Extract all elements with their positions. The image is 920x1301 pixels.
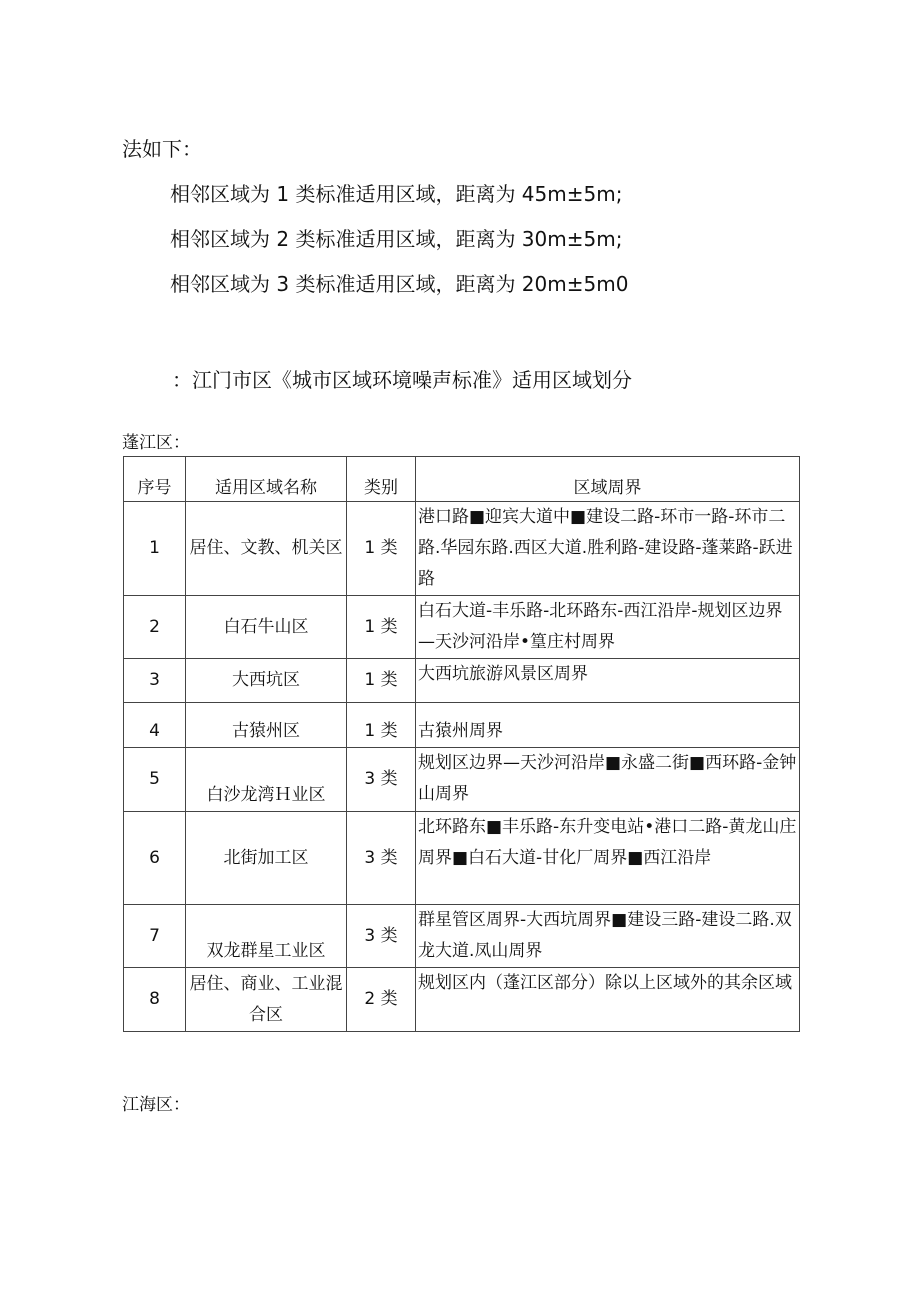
table-row [124,502,800,596]
cell-boundary: 规划区边界—天沙河沿岸■永盛二街■西环路-金钟山周界 [416,748,800,812]
cell-num: 4 [124,703,186,748]
cell-num: 6 [124,812,186,905]
cell-name: 北街加工区 [186,812,347,905]
cell-category: 3 类 [347,812,416,905]
table-title: ：江门市区《城市区域环境噪声标准》适用区域划分 [172,368,632,392]
table-header-row [124,457,800,502]
cell-name: 居住、商业、工业混合区 [186,968,347,1032]
rule-line-1: 相邻区域为 1 类标准适用区域，距离为 45m±5m; [170,182,623,206]
rule-line-3: 相邻区域为 3 类标准适用区域，距离为 20m±5m0 [170,272,629,296]
header-category: 类别 [347,457,416,502]
cell-name: 双龙群星工业区 [186,905,347,968]
cell-name: 白石牛山区 [186,596,347,659]
cell-boundary: 古猿州周界 [416,703,800,748]
cell-boundary: 白石大道-丰乐路-北环路东-西江沿岸-规划区边界—天沙河沿岸•篁庄村周界 [416,596,800,659]
cell-num: 7 [124,905,186,968]
table-row [124,905,800,968]
header-num: 序号 [124,457,186,502]
cell-num: 3 [124,659,186,703]
table-row [124,812,800,905]
cell-category: 1 类 [347,703,416,748]
header-name: 适用区域名称 [186,457,347,502]
cell-category: 1 类 [347,596,416,659]
cell-category: 1 类 [347,502,416,596]
cell-num: 8 [124,968,186,1032]
cell-boundary: 北环路东■丰乐路-东升变电站•港口二路-黄龙山庄周界■白石大道-甘化厂周界■西江沿岸 [416,812,800,905]
cell-category: 3 类 [347,748,416,812]
cell-boundary: 规划区内（蓬江区部分）除以上区域外的其余区域 [416,968,800,1032]
table-row [124,703,800,748]
rule-line-2: 相邻区域为 2 类标准适用区域，距离为 30m±5m; [170,227,623,251]
header-boundary: 区域周界 [416,457,800,502]
cell-name: 白沙龙湾Ｈ业区 [186,748,347,812]
cell-num: 5 [124,748,186,812]
cell-boundary: 大西坑旅游风景区周界 [416,659,800,703]
table-row [124,659,800,703]
intro-text: 法如下： [122,137,202,161]
table-row [124,596,800,659]
table-row [124,968,800,1032]
cell-name: 大西坑区 [186,659,347,703]
cell-name: 古猿州区 [186,703,347,748]
cell-category: 3 类 [347,905,416,968]
cell-boundary: 群星管区周界-大西坑周界■建设三路-建设二路.双龙大道.凤山周界 [416,905,800,968]
cell-category: 2 类 [347,968,416,1032]
cell-name: 居住、文教、机关区 [186,502,347,596]
cell-category: 1 类 [347,659,416,703]
table-row [124,748,800,812]
cell-boundary: 港口路■迎宾大道中■建设二路-环市一路-环市二路.华园东路.西区大道.胜利路-建设路-蓬莱路-跃进路 [416,502,800,596]
cell-num: 1 [124,502,186,596]
region-label-jianghai: 江海区： [122,1095,190,1115]
cell-num: 2 [124,596,186,659]
zone-table [123,456,800,1032]
region-label-pengjiang: 蓬江区： [122,433,190,453]
